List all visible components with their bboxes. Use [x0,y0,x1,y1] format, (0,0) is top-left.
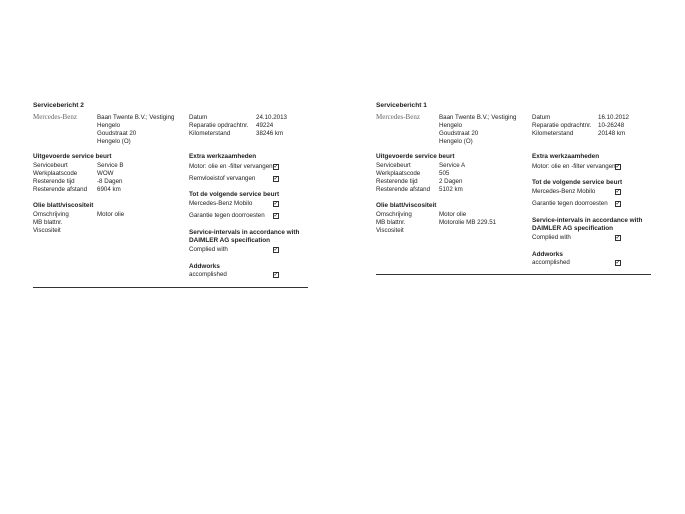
meta-label-mileage: Kilometerstand [189,130,231,137]
brand-logo: Mercedes-Benz [376,113,420,121]
addworks-item-label: accomplished [532,259,570,266]
section-title-addworks: Addworks [532,251,563,258]
report-title: Servicebericht 1 [376,102,427,109]
next-item-label: Mercedes-Benz Mobilo [532,188,596,195]
checkmark-icon: ✓ [273,176,279,182]
section-title-oil: Olie blatt/viscositeit [33,202,94,209]
meta-value-mileage: 20148 km [598,130,626,137]
checkmark-icon: ✓ [273,213,279,219]
section-title-service: Uitgevoerde service beurt [376,153,455,160]
meta-value-date: 16.10.2012 [598,114,629,121]
section-title-intervals: Service-intervals in accordance with [532,217,643,224]
dealer-line: Hengelo (O) [97,138,131,145]
section-title-addworks: Addworks [189,263,220,270]
meta-label-date: Datum [532,114,551,121]
meta-value-order: 10-26248 [598,122,625,129]
service-value: WOW [97,170,114,177]
section-title-extra: Extra werkzaamheden [189,153,257,160]
dealer-line: Hengelo [439,122,463,129]
divider [33,287,308,288]
section-title-extra: Extra werkzaamheden [532,153,600,160]
checkmark-icon: ✓ [273,201,279,207]
section-title-intervals-line2: DAIMLER AG specification [532,225,614,232]
checkbox[interactable] [615,164,621,170]
section-title-intervals-line2: DAIMLER AG specification [189,237,271,244]
dealer-line: Baan Twente B.V.; Vestiging [97,114,175,121]
checkmark-icon: ✓ [615,201,621,207]
section-title-next: Tot de volgende service beurt [532,179,623,186]
section-title-next: Tot de volgende service beurt [189,191,280,198]
dealer-line: Hengelo (O) [439,138,473,145]
meta-value-date: 24.10.2013 [256,114,287,121]
checkbox[interactable] [615,189,621,195]
section-title-intervals: Service-intervals in accordance with [189,229,300,236]
report-title: Servicebericht 2 [33,102,84,109]
oil-label: Viscositeit [33,227,61,234]
service-value: Service B [97,162,124,169]
intervals-item-label: Complied with [189,246,228,253]
meta-label-date: Datum [189,114,208,121]
service-value: Service A [439,162,466,169]
checkbox[interactable] [615,201,621,207]
checkbox[interactable] [615,235,621,241]
service-value: 2 Dagen [439,178,463,185]
dealer-line: Hengelo [97,122,121,129]
service-value: 5102 km [439,186,463,193]
divider [376,274,651,275]
dealer-line: Goudstraat 20 [97,130,137,137]
meta-label-order: Reparatie opdrachtnr. [532,122,592,129]
checkmark-icon: ✓ [615,164,621,170]
checkmark-icon: ✓ [615,260,621,266]
oil-label: Omschrijving [376,211,412,218]
service-label: Resterende afstand [33,186,88,193]
service-label: Resterende tijd [376,178,418,185]
oil-label: MB blattnr. [376,219,406,226]
addworks-item-label: accomplished [189,271,227,278]
section-title-oil: Olie blatt/viscositeit [376,202,437,209]
checkbox[interactable] [273,201,279,207]
extra-item-label: Remvloeistof vervangen [189,175,256,182]
intervals-item-label: Complied with [532,234,571,241]
checkbox[interactable] [615,260,621,266]
meta-label-mileage: Kilometerstand [532,130,574,137]
section-title-service: Uitgevoerde service beurt [33,153,112,160]
service-value: -8 Dagen [97,178,123,185]
oil-label: Omschrijving [33,211,69,218]
service-label: Servicebeurt [33,162,68,169]
oil-value: Motorolie MB 229.51 [439,219,497,226]
service-label: Werkplaatscode [376,170,421,177]
extra-item-label: Motor: olie en -filter vervangen [189,163,273,170]
service-label: Werkplaatscode [33,170,78,177]
next-item-label: Garantie tegen doorroesten [189,212,265,219]
checkbox[interactable] [273,164,279,170]
meta-label-order: Reparatie opdrachtnr. [189,122,249,129]
oil-label: Viscositeit [376,227,404,234]
checkbox[interactable] [273,247,279,253]
dealer-line: Baan Twente B.V.; Vestiging [439,114,517,121]
service-label: Resterende afstand [376,186,431,193]
oil-value: Motor olie [439,211,467,218]
oil-value: Motor olie [97,211,125,218]
checkbox[interactable] [273,176,279,182]
checkmark-icon: ✓ [615,189,621,195]
meta-value-order: 49224 [256,122,274,129]
dealer-line: Goudstraat 20 [439,130,479,137]
checkmark-icon: ✓ [615,235,621,241]
service-label: Resterende tijd [33,178,75,185]
checkbox[interactable] [273,272,279,278]
brand-logo: Mercedes-Benz [33,113,77,121]
service-value: 505 [439,170,450,177]
checkmark-icon: ✓ [273,164,279,170]
checkbox[interactable] [273,213,279,219]
checkmark-icon: ✓ [273,247,279,253]
next-item-label: Garantie tegen doorroesten [532,200,608,207]
extra-item-label: Motor: olie en -filter vervangen [532,163,616,170]
oil-label: MB blattnr. [33,219,63,226]
service-label: Servicebeurt [376,162,411,169]
checkmark-icon: ✓ [273,272,279,278]
meta-value-mileage: 38246 km [256,130,284,137]
next-item-label: Mercedes-Benz Mobilo [189,200,253,207]
service-value: 6904 km [97,186,121,193]
